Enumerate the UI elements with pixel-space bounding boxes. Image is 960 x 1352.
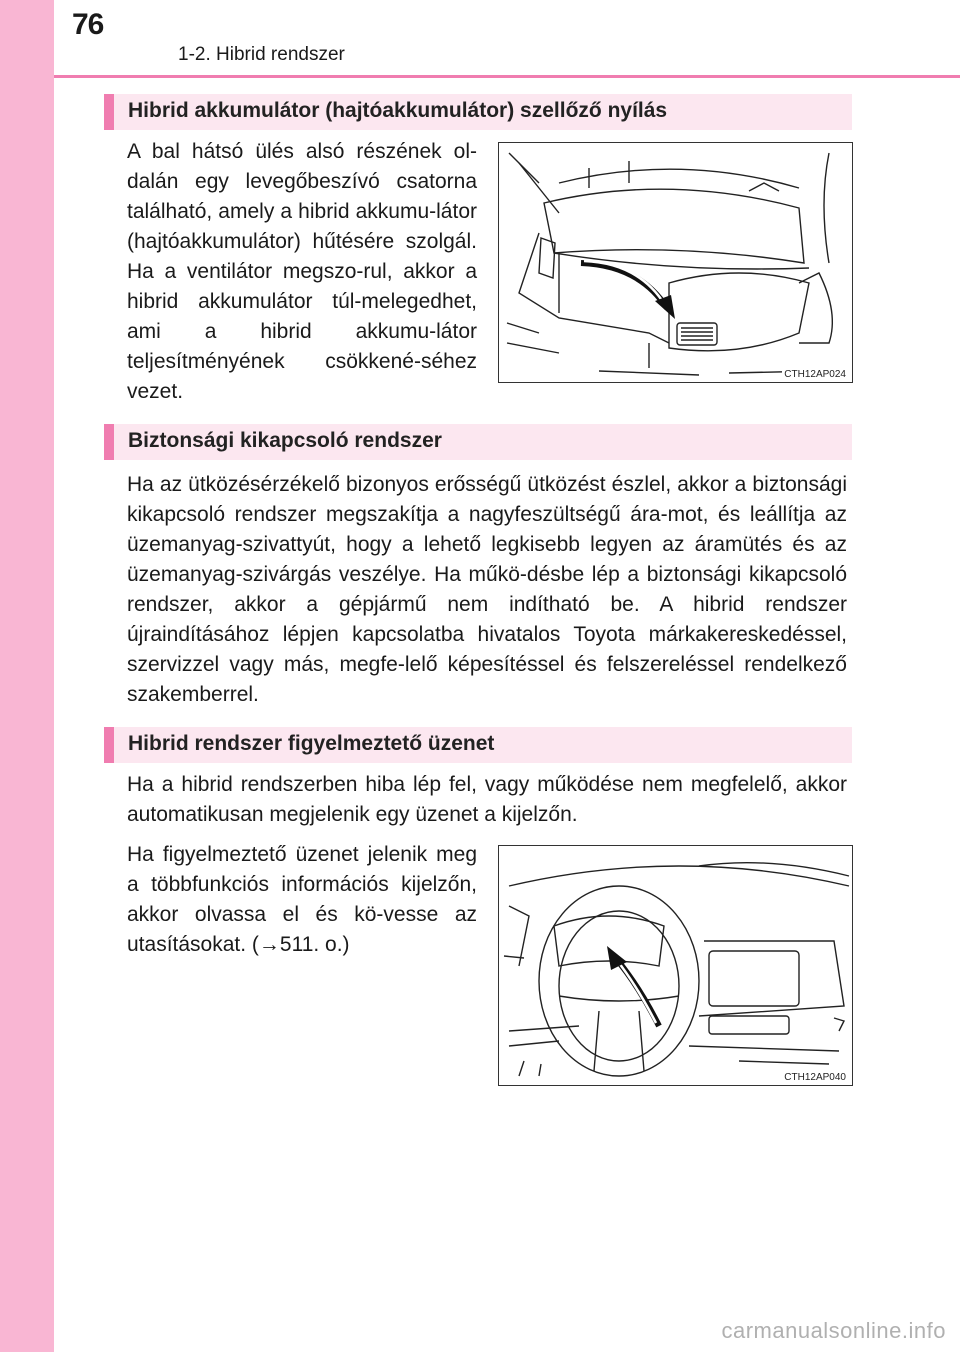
dashboard-display-illustration xyxy=(498,845,853,1086)
section-heading-safety-cutoff xyxy=(104,424,852,460)
arrow-pointer xyxy=(607,946,659,1026)
rear-seat-drawing xyxy=(499,143,853,383)
warning-instruction-paragraph: Ha figyelmeztető üzenet jelenik meg a többfunkciós információs kijelzőn, akkor olvassa el és kö-vesse az utasításokat. (→511. o.) xyxy=(127,843,477,956)
section-heading-text: Hibrid rendszer figyelmeztető üzenet xyxy=(128,732,495,755)
figure-code: CTH12AP024 xyxy=(784,369,846,380)
page-sidebar-tab xyxy=(0,0,54,1352)
figure-code: CTH12AP040 xyxy=(784,1072,846,1083)
header-divider xyxy=(54,75,960,78)
safety-cutoff-paragraph: Ha az ütközésérzékelő bizonyos erősségű ütközést észlel, akkor a biztonsági kikapcsoló rendszer megszakítja a nagyfeszültségű ára-mot, és leállítja az üzemanyag-szivattyút, hogy a lehető legkisebb legyen az áramütés és az üzemanyag-szivárgás veszélye. Ha műkö-désbe lép a biztonsági kikapcsoló rendszer, akkor a gépjármű nem indítható be. A hibrid rendszer újraindításához lépjen kapcsolatba hivatalos Toyota márkakereskedéssel, szervizzel vagy más, megfe-lelő képesítéssel és felszereléssel rendelkező szakemberrel. xyxy=(127,473,847,706)
section-heading-text: Biztonsági kikapcsoló rendszer xyxy=(128,429,442,452)
battery-vent-paragraph: A bal hátsó ülés alsó részének ol-dalán egy levegőbeszívó csatorna található, amely a hibrid akkumu-látor (hajtóakkumulátor) hűtésére szolgál. Ha a ventilátor megszo-rul, akkor a hibrid akkumulátor túl-melegedhet, ami a hibrid akkumu-látor teljesítményének csökkené-séhez vezet. xyxy=(127,140,477,403)
rear-seat-vent-illustration xyxy=(498,142,853,383)
vent-grille xyxy=(677,323,717,345)
section-heading-text: Hibrid akkumulátor (hajtóakkumulátor) szellőző nyílás xyxy=(128,99,668,122)
dashboard-drawing xyxy=(499,846,853,1086)
warning-message-paragraph: Ha a hibrid rendszerben hiba lép fel, vagy működése nem megfelelő, akkor automatikusan megjelenik egy üzenet a kijelzőn. xyxy=(127,773,847,826)
section-heading-battery-vent xyxy=(104,94,852,130)
watermark: carmanualsonline.info xyxy=(721,1318,946,1343)
page-number: 76 xyxy=(72,8,104,41)
arrow-pointer xyxy=(581,261,675,319)
section-heading-warning-message xyxy=(104,727,852,763)
chapter-title: 1-2. Hibrid rendszer xyxy=(178,44,345,65)
